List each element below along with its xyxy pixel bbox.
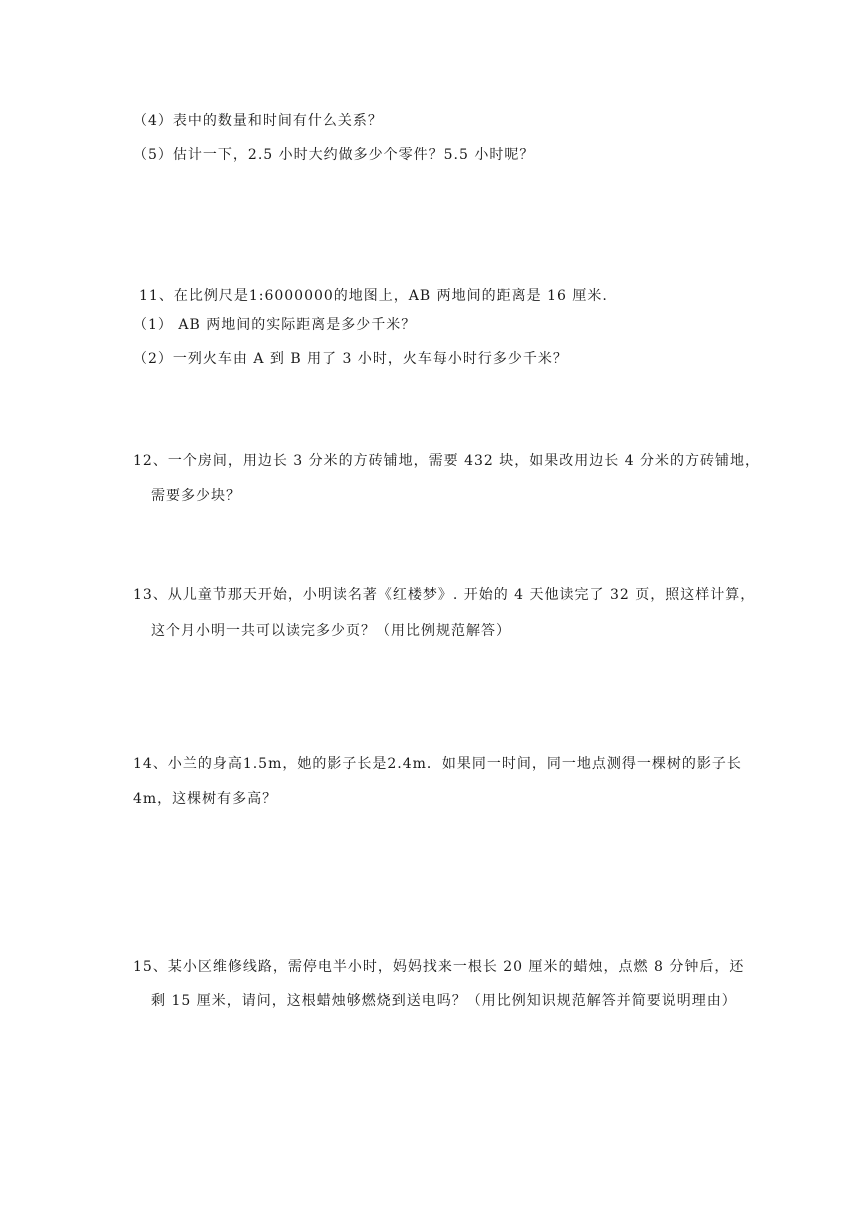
question-10-part-4: （4）表中的数量和时间有什么关系？ bbox=[133, 113, 383, 129]
question-13-line-2: 这个月小明一共可以读完多少页？（用比例规范解答） bbox=[151, 623, 511, 639]
question-12-line-2: 需要多少块？ bbox=[151, 488, 241, 504]
question-13-line-1: 13、从儿童节那天开始，小明读名著《红楼梦》. 开始的 4 天他读完了 32 页，照这样计算， bbox=[133, 587, 756, 603]
question-14-line-1: 14、小兰的身高1.5m，她的影子长是2.4m．如果同一时间，同一地点测得一棵树的影子长 bbox=[133, 756, 742, 772]
question-10-part-5: （5）估计一下，2.5 小时大约做多少个零件？5.5 小时呢？ bbox=[133, 147, 535, 163]
question-11-part-1: （1） AB 两地间的实际距离是多少千米？ bbox=[133, 317, 417, 333]
question-15-line-1: 15、某小区维修线路，需停电半小时，妈妈找来一根长 20 厘米的蜡烛，点燃 8 分钟后，还 bbox=[133, 959, 745, 975]
question-14-line-2: 4m，这棵树有多高？ bbox=[133, 791, 278, 807]
question-12-line-1: 12、一个房间，用边长 3 分米的方砖铺地，需要 432 块，如果改用边长 4 分米的方砖铺地， bbox=[133, 453, 761, 469]
question-11-stem: 11、在比例尺是1:6000000的地图上，AB 两地间的距离是 16 厘米. bbox=[139, 288, 608, 304]
question-11-part-2: （2）一列火车由 A 到 B 用了 3 小时，火车每小时行多少千米？ bbox=[133, 351, 568, 367]
question-15-line-2: 剩 15 厘米，请问，这根蜡烛够燃烧到送电吗？（用比例知识规范解答并简要说明理由） bbox=[151, 993, 737, 1009]
